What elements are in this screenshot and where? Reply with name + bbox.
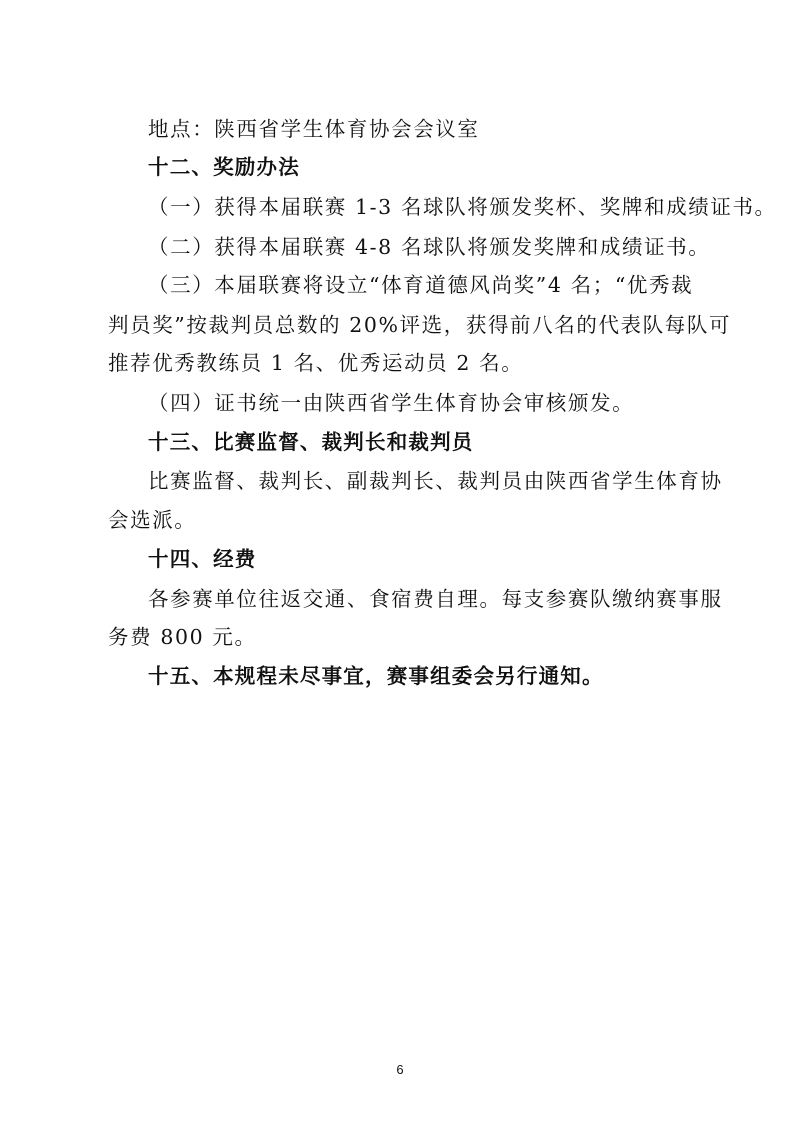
page-number: 6 [396, 1062, 404, 1077]
section-heading-14: 十四、经费 [148, 547, 257, 571]
award-item-3-line-3: 推荐优秀教练员 1 名、优秀运动员 2 名。 [108, 351, 524, 375]
fee-text-line-1: 各参赛单位往返交通、食宿费自理。每支参赛队缴纳赛事服 [148, 587, 723, 611]
section-heading-15: 十五、本规程未尽事宜，赛事组委会另行通知。 [148, 664, 604, 688]
venue-line: 地点：陕西省学生体育协会会议室 [148, 117, 480, 141]
referee-text-line-2: 会选派。 [108, 508, 197, 532]
section-heading-12: 十二、奖励办法 [148, 155, 300, 179]
fee-text-line-2: 务费 800 元。 [108, 625, 257, 649]
referee-text-line-1: 比赛监督、裁判长、副裁判长、裁判员由陕西省学生体育协 [148, 469, 723, 493]
section-heading-13: 十三、比赛监督、裁判长和裁判员 [148, 430, 474, 454]
award-item-1: （一）获得本届联赛 1-3 名球队将颁发奖杯、奖牌和成绩证书。 [148, 195, 777, 219]
award-item-4: （四）证书统一由陕西省学生体育协会审核颁发。 [148, 391, 635, 415]
award-item-3-line-2: 判员奖”按裁判员总数的 20%评选，获得前八名的代表队每队可 [108, 313, 732, 337]
award-item-3-line-1: （三）本届联赛将设立“体育道德风尚奖”4 名；“优秀裁 [148, 273, 694, 297]
award-item-2: （二）获得本届联赛 4-8 名球队将颁发奖牌和成绩证书。 [148, 235, 711, 259]
